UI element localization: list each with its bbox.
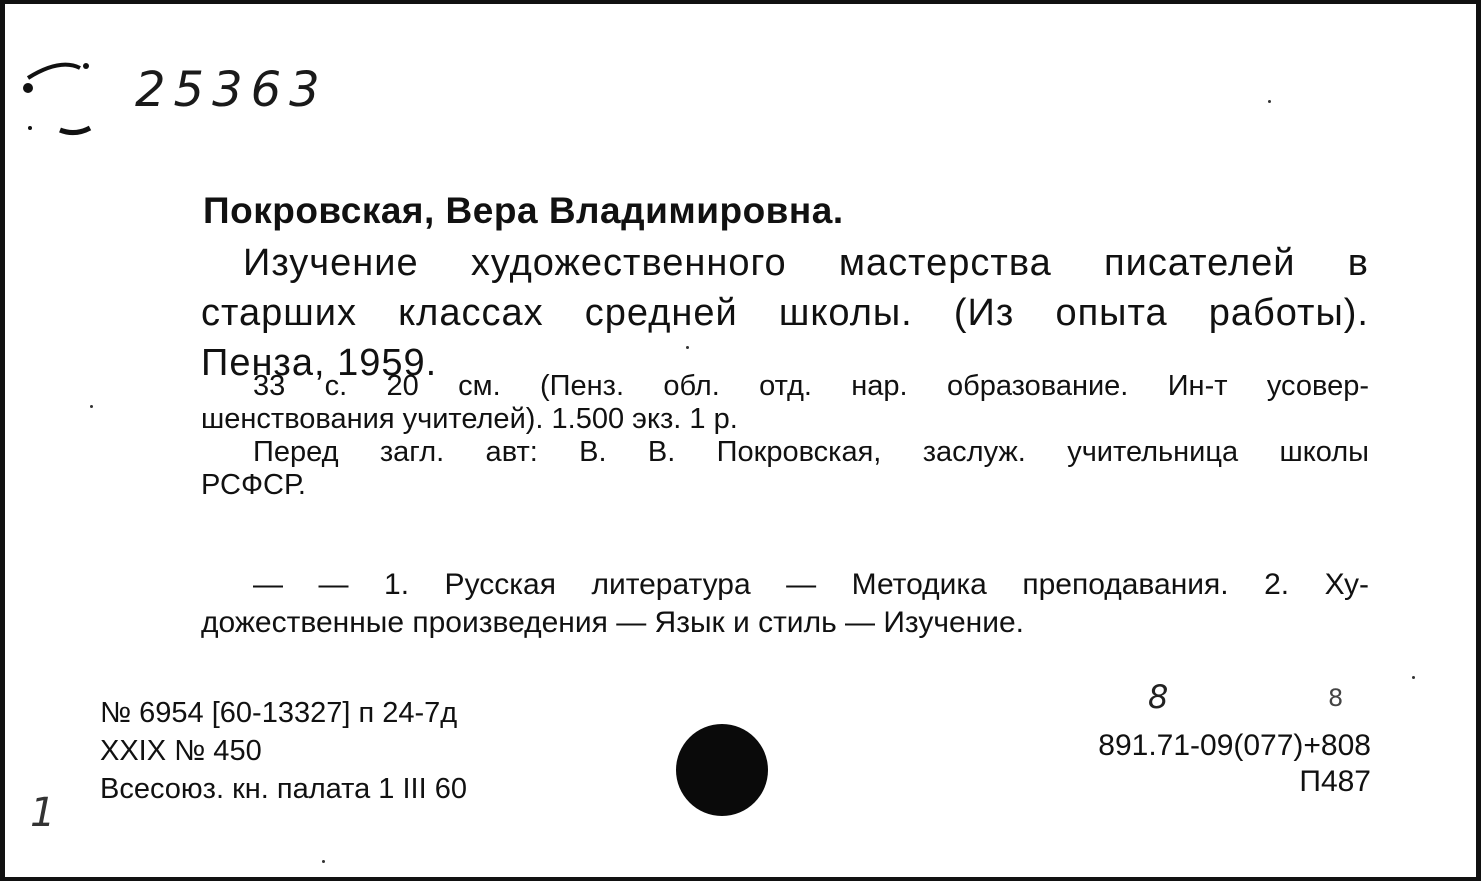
subject-line: — — 1. Русская литература — Методика преподавания. 2. Ху- xyxy=(253,568,1369,601)
description-line: 33 с. 20 см. (Пенз. обл. отд. нар. образование. Ин-т усовер- xyxy=(253,370,1369,402)
title-line: Изучение художественного мастерства писателей в xyxy=(243,242,1369,284)
subject-line: дожественные произведения — Язык и стиль — Изучение. xyxy=(201,606,1025,639)
handwritten-accession-number: 25363 xyxy=(135,62,328,118)
registry-line: XXIX № 450 xyxy=(100,735,262,767)
classification-info xyxy=(1098,728,1371,800)
registry-line: Всесоюз. кн. палата 1 III 60 xyxy=(100,773,467,805)
pencil-mark: 1 xyxy=(30,790,56,836)
corner-stamp-mark xyxy=(20,58,110,148)
punch-hole xyxy=(676,724,768,816)
registry-info xyxy=(100,694,467,808)
scan-speck xyxy=(686,346,689,349)
scan-speck xyxy=(90,405,93,408)
classification-code: 891.71-09(077)+808 xyxy=(1098,729,1371,762)
handwritten-mark: 8 xyxy=(1148,678,1169,716)
subject-headings xyxy=(201,566,1369,642)
author-heading: Покровская, Вера Владимировна. xyxy=(203,190,844,231)
title-line: старших классах средней школы. (Из опыта работы). xyxy=(201,292,1369,334)
scan-speck xyxy=(322,860,325,863)
registry-line: № 6954 [60-13327] п 24-7д xyxy=(100,697,458,729)
card-edge-left xyxy=(0,0,5,881)
scan-speck xyxy=(1412,676,1415,679)
note-line: РСФСР. xyxy=(201,469,306,501)
physical-description xyxy=(201,370,1369,502)
card-edge-bottom xyxy=(0,877,1481,881)
title-line: Пенза, 1959. xyxy=(201,342,438,384)
title-statement xyxy=(201,238,1369,388)
handwritten-mark: 8 xyxy=(1328,684,1344,712)
scan-speck xyxy=(1268,100,1271,103)
note-line: Перед загл. авт: В. В. Покровская, заслуж. учительница школы xyxy=(253,436,1369,468)
card-edge-top xyxy=(0,0,1481,4)
card-edge-right xyxy=(1476,0,1481,881)
author-mark: П487 xyxy=(1299,765,1371,798)
description-line: шенствования учителей). 1.500 экз. 1 р. xyxy=(201,403,738,435)
